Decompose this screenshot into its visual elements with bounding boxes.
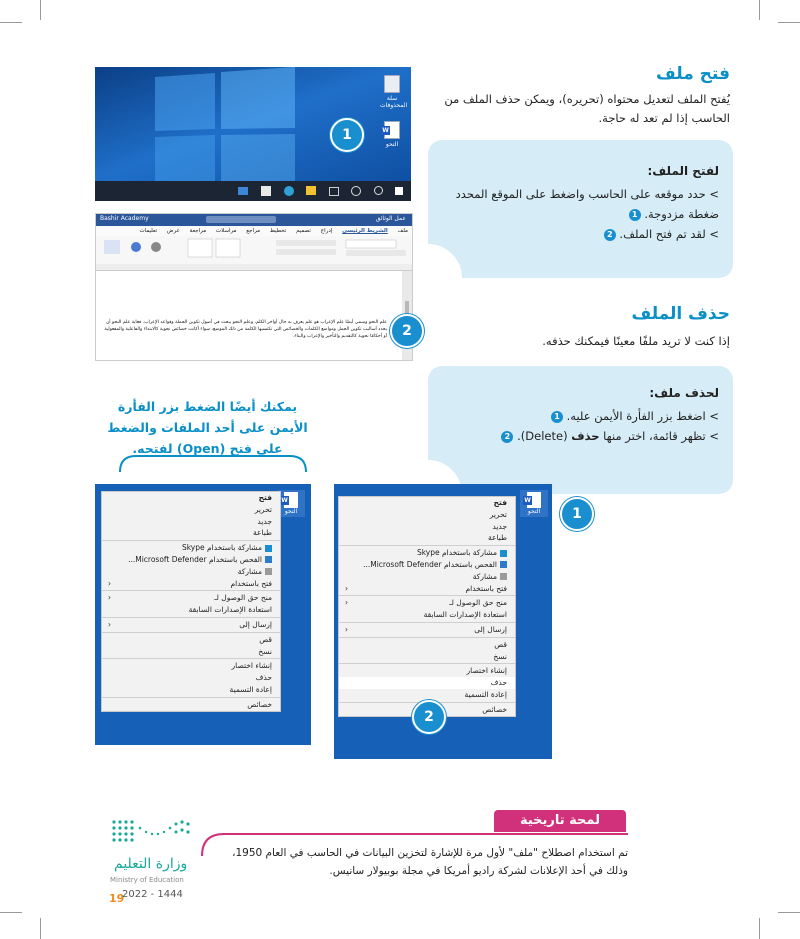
context-menu-item[interactable]: قص xyxy=(494,639,507,649)
history-tab: لمحة تاريخية xyxy=(494,810,626,832)
ribbon-tab[interactable]: مراسلات xyxy=(215,228,237,234)
context-menu-item[interactable]: مشاركة xyxy=(339,571,515,583)
ribbon-tab[interactable]: تعليمات xyxy=(139,228,158,234)
context-menu-item[interactable]: الفحص باستخدام Microsoft Defender... xyxy=(339,559,515,571)
delete-step-2: > تظهر قائمة، اختر منها حذف (Delete). 2 xyxy=(449,426,719,446)
ribbon-body xyxy=(96,236,412,265)
context-menu-item[interactable]: مشاركة باستخدام Skype xyxy=(339,547,515,559)
context-menu-item[interactable]: مشاركة xyxy=(102,566,280,578)
ribbon-tab[interactable]: تخطيط xyxy=(269,228,287,234)
step-number-1: 1 xyxy=(629,209,641,221)
open-section-intro: يُفتح الملف لتعديل محتواه (تحريره)، ويمكن حذف الملف من الحاسب إذا لم تعد له حاجة. xyxy=(444,92,730,125)
crop-mark xyxy=(0,22,22,23)
crop-mark xyxy=(40,0,41,20)
context-menu-item[interactable]: جديد xyxy=(492,521,507,531)
open-box-title: لفتح الملف: xyxy=(647,164,719,178)
word-title-bar: Bashir Academy عمل الوثائق xyxy=(96,214,412,226)
share-icon xyxy=(500,573,507,580)
history-text: تم استخدام اصطلاح "ملف" لأول مرة للإشارة لتخزين البيانات في الحاسب في العام 1950، وذلك في أحد الإعلانات لشركة راديو أمريكا في مجلة بوبيولار سانيس. xyxy=(232,847,628,877)
ruler xyxy=(96,264,412,271)
ribbon-tab[interactable]: الشريط الرئيسي xyxy=(342,228,388,234)
context-menu-item[interactable]: منح حق الوصول لـ ‹ xyxy=(108,593,272,603)
context-menu-item[interactable]: حذف xyxy=(255,673,272,683)
word-window-screenshot xyxy=(95,213,413,361)
step-number-2: 2 xyxy=(501,431,513,443)
defender-icon xyxy=(500,561,507,568)
tip-bracket xyxy=(118,450,308,474)
context-menu-item[interactable]: مشاركة باستخدام Skype xyxy=(102,542,280,554)
context-menu-item[interactable]: طباعة xyxy=(252,528,272,538)
recycle-bin-icon[interactable]: سلة المحذوفات xyxy=(380,75,404,109)
academic-year: 2022 - 1444 xyxy=(122,889,183,900)
open-step-1: > حدد موقعه على الحاسب واضغط على الموقع المحدد ضغطة مزدوجة. 1 xyxy=(455,187,719,221)
ribbon-tab[interactable]: إدراج xyxy=(320,228,333,234)
context-menu-item[interactable]: خصائص xyxy=(247,699,272,709)
ministry-logo-dots xyxy=(108,814,198,854)
context-menu-item[interactable]: نسخ xyxy=(493,651,507,661)
menu-separator xyxy=(102,617,280,618)
context-menu-item[interactable]: إرسال إلى ‹ xyxy=(345,624,507,634)
crop-mark xyxy=(778,912,800,913)
context-menu-item[interactable]: تحرير xyxy=(489,509,507,519)
context-menu-right xyxy=(338,496,516,717)
open-steps-box xyxy=(428,140,733,278)
menu-separator xyxy=(102,540,280,541)
share-icon xyxy=(265,568,272,575)
cortana-icon[interactable] xyxy=(351,186,361,196)
delete-section-intro: إذا كنت لا تريد ملفًا معينًا فيمكنك حذفه. xyxy=(542,334,730,348)
skype-icon xyxy=(265,545,272,552)
menu-separator xyxy=(102,590,280,591)
tip-text: يمكنك أيضًا الضغط بزر الفأرة الأيمن على أحد الملفات والضغط على فتح (Open) لفتحه. xyxy=(107,399,308,456)
context-menu-left xyxy=(101,491,281,712)
word-file-icon[interactable]: W التحو xyxy=(380,121,404,148)
document-text: علم النحو وسمى أيضًا علم الإعراب هو علم يعرف به حال أواخر الكلم، وعلم النحو يبحث في أصول تكوين الجملة وقواعد الإعراب. فغاية علم النحو أن يحدد أساليب تكوين الجمل ومواضع الكلمات والخصائص التي تكتسبها الكلمة من ذلك الموضع، سواء أكانت خصائص نحوية كالابتداء والفاعلية والمفعولية أو أحكامًا نحوية كالتقديم والتأخير والإعراب والبناء. xyxy=(104,320,387,339)
task-view-icon[interactable] xyxy=(329,187,339,196)
open-step-2: > لقد تم فتح الملف. 2 xyxy=(449,224,719,244)
ribbon-tab[interactable]: مراجع xyxy=(246,228,261,234)
ministry-name-arabic: وزارة التعليم xyxy=(114,856,188,872)
crop-mark xyxy=(759,0,760,20)
context-menu-item[interactable]: إعادة التسمية xyxy=(229,684,272,694)
open-section-title: فتح ملف xyxy=(656,64,730,84)
word-file-icon[interactable]: W التحو xyxy=(277,490,305,517)
context-menu-item[interactable]: نسخ xyxy=(258,646,272,656)
menu-separator xyxy=(102,632,280,633)
chevron-left-icon: ‹ xyxy=(108,619,111,629)
context-menu-item[interactable]: قص xyxy=(259,634,272,644)
step-number-1: 1 xyxy=(551,411,563,423)
skype-icon xyxy=(500,550,507,557)
context-menu-item[interactable]: فتح xyxy=(258,493,272,502)
context-menu-item[interactable]: جديد xyxy=(257,516,272,526)
delete-box-title: لحذف ملف: xyxy=(649,386,719,400)
context-menu-item[interactable]: منح حق الوصول لـ ‹ xyxy=(345,598,507,608)
search-icon[interactable] xyxy=(374,186,383,195)
menu-separator xyxy=(102,697,280,698)
crop-mark xyxy=(40,918,41,939)
context-menu-item[interactable]: خصائص xyxy=(482,704,507,714)
chevron-left-icon: ‹ xyxy=(345,598,348,608)
crop-mark xyxy=(759,918,760,939)
ribbon-tab[interactable]: ملف xyxy=(397,228,408,234)
menu-separator xyxy=(339,663,515,664)
chevron-left-icon: ‹ xyxy=(345,583,348,593)
context-menu-item[interactable]: استعادة الإصدارات السابقة xyxy=(188,605,272,615)
edge-icon[interactable] xyxy=(284,186,294,196)
context-menu-item[interactable]: إعادة التسمية xyxy=(464,689,507,699)
chevron-left-icon: ‹ xyxy=(108,593,111,603)
menu-separator xyxy=(339,637,515,638)
defender-icon xyxy=(265,556,272,563)
context-menu-item[interactable]: استعادة الإصدارات السابقة xyxy=(423,610,507,620)
delete-step-1: > اضغط بزر الفأرة الأيمن عليه. 1 xyxy=(449,406,719,426)
delete-steps-box xyxy=(428,366,733,494)
page-number: 19 xyxy=(109,892,125,905)
context-menu-item[interactable]: إنشاء اختصار xyxy=(231,661,272,671)
context-menu-item[interactable]: طباعة xyxy=(487,533,507,543)
context-menu-item[interactable]: إنشاء اختصار xyxy=(466,666,507,676)
callout-1: 1 xyxy=(560,497,594,531)
menu-separator xyxy=(339,595,515,596)
crop-mark xyxy=(0,912,22,913)
callout-2: 2 xyxy=(412,700,446,734)
callout-2: 2 xyxy=(390,314,424,348)
ribbon-tab[interactable]: مراجعة xyxy=(189,228,207,234)
context-menu-item[interactable]: فتح xyxy=(493,498,507,507)
box-corner xyxy=(428,244,462,278)
ribbon-tab[interactable]: عرض xyxy=(166,228,180,234)
store-icon[interactable] xyxy=(261,186,271,196)
ribbon-tab[interactable]: تصميم xyxy=(296,228,311,234)
file-explorer-icon[interactable] xyxy=(306,186,316,195)
menu-separator xyxy=(339,622,515,623)
taskbar xyxy=(95,181,411,201)
step-number-2: 2 xyxy=(604,229,616,241)
word-search-box[interactable] xyxy=(206,216,276,223)
document-page xyxy=(96,271,402,360)
mail-icon[interactable] xyxy=(238,187,248,195)
ministry-name-english: Ministry of Education xyxy=(110,876,184,884)
context-menu-item[interactable]: الفحص باستخدام Microsoft Defender... xyxy=(102,554,280,566)
start-icon[interactable] xyxy=(395,187,403,195)
word-file-icon[interactable]: W التحو xyxy=(520,490,548,517)
context-menu-item[interactable]: تحرير xyxy=(254,504,272,514)
delete-section-title: حذف الملف xyxy=(631,304,730,324)
context-menu-item[interactable]: فتح باستخدام ‹ xyxy=(345,583,507,593)
chevron-left-icon: ‹ xyxy=(108,578,111,588)
chevron-left-icon: ‹ xyxy=(345,624,348,634)
callout-1: 1 xyxy=(330,118,364,152)
menu-separator xyxy=(339,545,515,546)
menu-separator xyxy=(102,658,280,659)
context-menu-item[interactable]: إرسال إلى ‹ xyxy=(108,619,272,629)
context-menu-item[interactable]: فتح باستخدام ‹ xyxy=(108,578,272,588)
context-menu-item[interactable]: حذف xyxy=(339,677,515,689)
ribbon-controls xyxy=(96,236,412,264)
crop-mark xyxy=(778,22,800,23)
